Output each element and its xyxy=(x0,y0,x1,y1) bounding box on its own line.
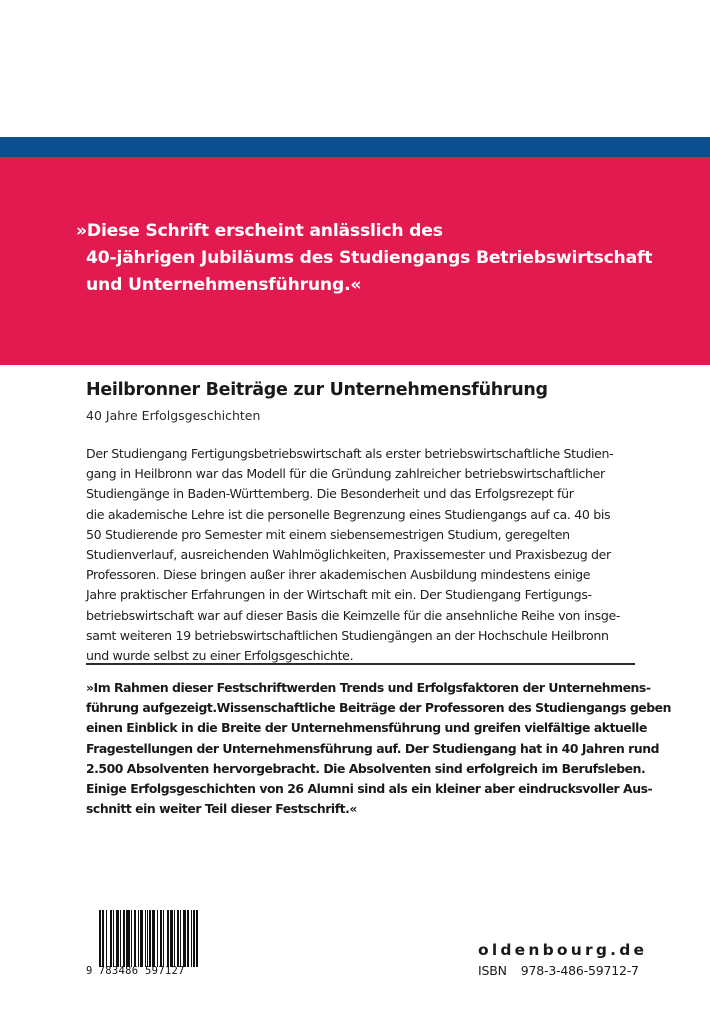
blurb-line: »Im Rahmen dieser Festschriftwerden Trends und Erfolgsfaktoren der Unternehmens- xyxy=(86,680,651,695)
description-line: Studienverlauf, ausreichenden Wahlmöglichkeiten, Praxissemester und Praxisbezug der xyxy=(86,547,611,563)
description-line: und wurde selbst zu einer Erfolgsgeschichte. xyxy=(86,648,354,664)
blurb-line: Einige Erfolgsgeschichten von 26 Alumni sind als ein kleiner aber eindrucksvoller Aus- xyxy=(86,781,653,797)
isbn-label: ISBN xyxy=(478,963,507,978)
cover-quote xyxy=(76,218,676,299)
top-white-area xyxy=(0,0,710,137)
blue-band xyxy=(0,137,710,157)
barcode-digits xyxy=(86,965,204,977)
description-line: Studiengänge in Baden-Württemberg. Die Besonderheit und das Erfolgsrezept für xyxy=(86,486,574,502)
isbn-barcode xyxy=(86,904,204,979)
cover-quote-line-1: »Diese Schrift erscheint anlässlich des xyxy=(76,221,443,241)
series-subtitle: 40 Jahre Erfolgsgeschichten xyxy=(86,408,261,423)
blurb-line: führung aufgezeigt.Wissenschaftliche Beiträge der Professoren des Studiengangs geben xyxy=(86,700,671,716)
blurb-quote xyxy=(86,678,671,819)
blurb-line: einen Einblick in die Breite der Unternehmensführung und greifen vielfältige aktuelle xyxy=(86,720,647,736)
description-line: samt weiteren 19 betriebswirtschaftlichen Studiengängen an der Hochschule Heilbronn xyxy=(86,627,609,643)
barcode-number: 783486 597127 xyxy=(98,965,185,977)
description-line: gang in Heilbronn war das Modell für die Gründung zahlreicher betriebswirtschaftlicher xyxy=(86,466,605,482)
barcode-first-digit: 9 xyxy=(86,965,93,977)
publisher-website: oldenbourg.de xyxy=(478,941,648,959)
barcode-bars xyxy=(99,910,201,967)
description-line: die akademische Lehre ist die personelle Begrenzung eines Studiengangs auf ca. 40 bis xyxy=(86,506,611,522)
description-line: Jahre praktischer Erfahrungen in der Wirtschaft mit ein. Der Studiengang Fertigungs- xyxy=(86,587,592,603)
isbn-line xyxy=(478,963,639,978)
section-divider xyxy=(86,663,635,665)
blurb-line: 2.500 Absolventen hervorgebracht. Die Absolventen sind erfolgreich im Berufsleben. xyxy=(86,760,646,776)
description-line: Professoren. Diese bringen außer ihrer akademischen Ausbildung mindestens einige xyxy=(86,567,591,583)
cover-quote-line-2: 40-jährigen Jubiläums des Studiengangs Betriebswirtschaft xyxy=(86,248,653,268)
description-paragraph xyxy=(86,444,646,666)
description-line: Der Studiengang Fertigungsbetriebswirtschaft als erster betriebswirtschaftliche Studien- xyxy=(86,446,614,461)
description-line: 50 Studierende pro Semester mit einem siebensemestrigen Studium, geregelten xyxy=(86,526,570,542)
isbn-number: 978-3-486-59712-7 xyxy=(520,963,639,978)
blurb-line: Fragestellungen der Unternehmensführung auf. Der Studiengang hat in 40 Jahren rund xyxy=(86,740,659,756)
blurb-line: schnitt ein weiter Teil dieser Festschrift.« xyxy=(86,801,357,817)
cover-quote-line-3: und Unternehmensführung.« xyxy=(86,275,362,295)
series-title: Heilbronner Beiträge zur Unternehmensführung xyxy=(86,380,548,400)
description-line: betriebswirtschaft war auf dieser Basis die Keimzelle für die ansehnliche Reihe von insge- xyxy=(86,607,621,623)
